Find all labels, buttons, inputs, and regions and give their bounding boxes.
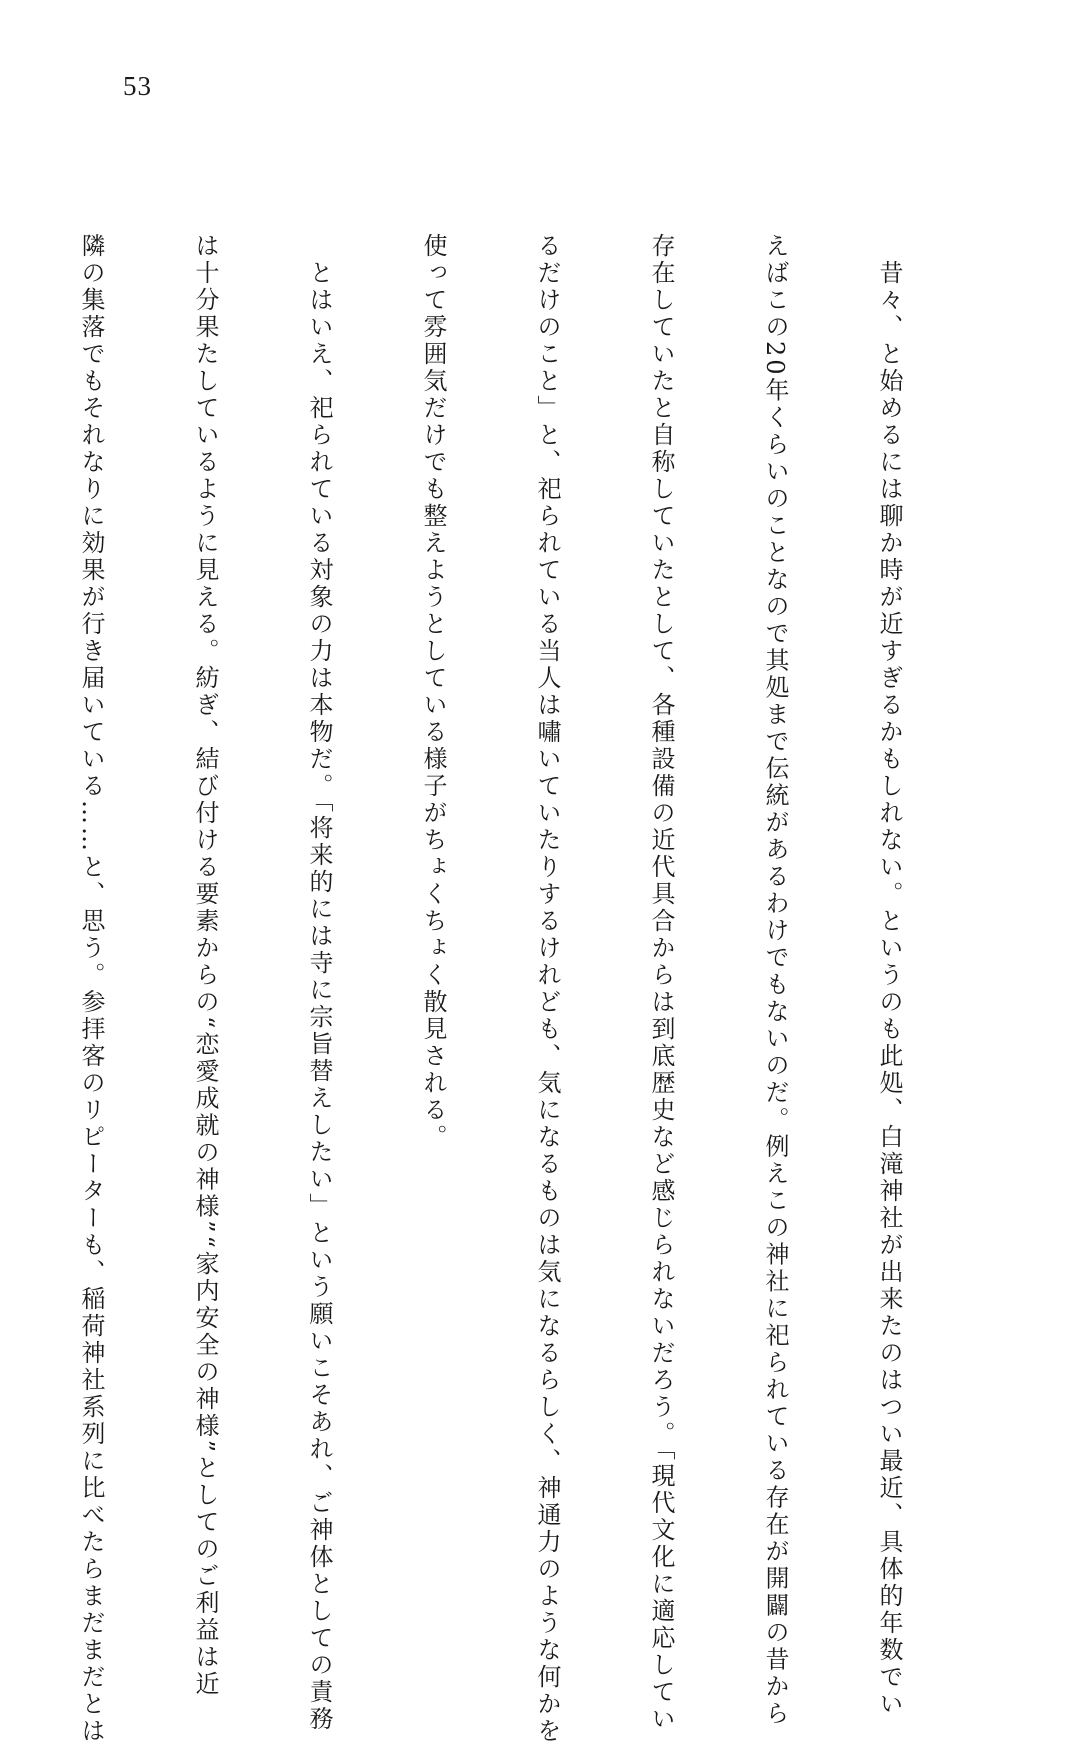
text-column: 隣の集落でもそれなりに効果が行き届いている……と、思う。参拝客のリピーターも、稲荷神社系列に比べたらまだまだとは [77,233,105,1745]
page-number: 53 [123,71,152,101]
text-column: 昔々、と始めるには聊か時が近すぎるかもしれない。というのも此処、白滝神社が出来たのはつい最近、具体的年数でい [875,233,903,1718]
vertical-body-text [0,233,984,1745]
text-column: 存在していたと自称していたとして、各種設備の近代具合からは到底歴史など感じられないだろう。「現代文化に適応してい [647,233,675,1733]
text-column: るだけのこと」と、祀られている当人は嘯いていたりするけれども、気になるものは気になるらしく、神通力のような何かを [533,233,561,1745]
text-column: は十分果たしているように見える。紡ぎ、結び付ける要素からの“恋愛成就の神様”“家内安全の神様”としてのご利益は近 [191,233,219,1699]
text-column: とはいえ、祀られている対象の力は本物だ。「将来的には寺に宗旨替えしたい」という願いこそあれ、ご神体としての責務 [305,233,333,1733]
text-column: えばこの20年くらいのことなので其処まで伝統があるわけでもないのだ。例えこの神社に祀られている存在が開闢の昔から [761,233,789,1728]
text-column: 使って雰囲気だけでも整えようとしている様子がちょくちょく散見される。 [419,233,447,1151]
